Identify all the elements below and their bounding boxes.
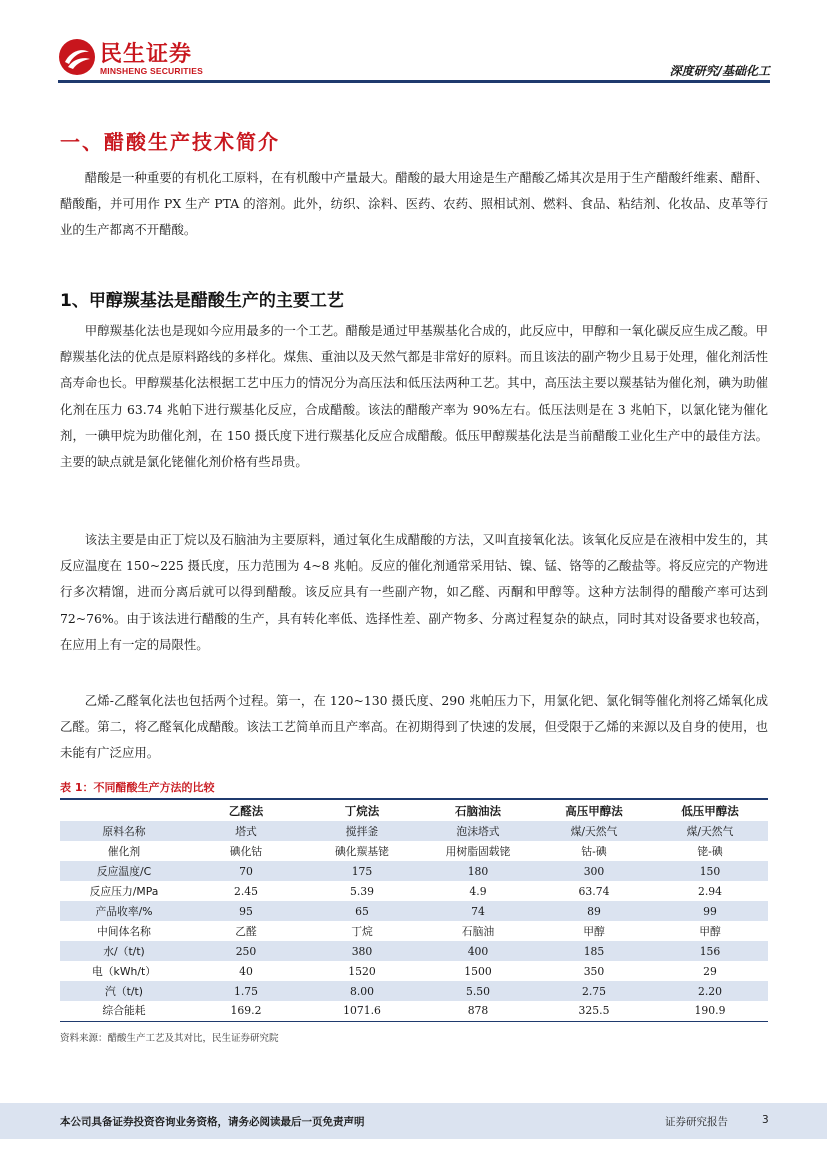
table-cell: 石脑油 — [461, 924, 495, 938]
table-cell: 380 — [304, 941, 420, 961]
paragraph-methanol-carbonylation: 甲醇羰基化法也是现如今应用最多的一个工艺。醋酸是通过甲基羰基化合成的，此反应中，甲醇和一氧化碳反应生成乙酸。甲醇羰基化法的优点是原料路线的多样化。煤焦、重油以及天然气都是非常好的原料。而且该法的副产物少且易于处理，催化剂活性高寿命也长。甲醇羰基化法根据工艺中压力的情况分为高压法和低压法两种工艺。其中，高压法主要以羰基钴为催化剂，碘为助催化剂在压力 63.74 兆帕下进行羰基化反应，合成醋酸。该法的醋酸产率为 90%左右。低压法则是在 3 兆帕下，以氯化铑为催化剂，一碘甲烷为助催化剂，在 150 摄氏度下进行羰基化反应合成醋酸。低压甲醇羰基化法是当前醋酸工业化生产中的最佳方法。主要的缺点就是氯化铑催化剂价格有些昂贵。 — [60, 323, 768, 470]
table-cell: 甲醇 — [699, 924, 721, 938]
table-header-cell: 丁烷法 — [304, 799, 420, 821]
report-category: 深度研究/基础化工 — [669, 64, 770, 78]
table-row — [60, 941, 768, 961]
table-row-label: 反应温度/C — [60, 861, 188, 881]
table-cell: 1520 — [348, 964, 376, 978]
table-cell: 350 — [583, 964, 605, 978]
table-row-label: 催化剂 — [107, 844, 141, 858]
table-row — [60, 981, 768, 1001]
logo-text-en: MINSHENG SECURITIES — [100, 66, 203, 76]
table-cell: 泡沫塔式 — [420, 821, 536, 841]
table-cell: 8.00 — [304, 981, 420, 1001]
table-cell: 185 — [536, 941, 652, 961]
table-cell: 5.39 — [349, 884, 375, 898]
table-cell: 95 — [188, 901, 304, 921]
table-row-label: 电（kWh/t） — [91, 964, 157, 978]
table-row — [60, 841, 768, 861]
table-cell: 190.9 — [694, 1004, 726, 1018]
table-row-label: 产品收率/% — [60, 901, 188, 921]
table-cell: 29 — [703, 964, 717, 978]
table-cell: 5.50 — [420, 981, 536, 1001]
table-cell: 878 — [467, 1004, 489, 1018]
header-divider — [58, 80, 770, 83]
table-caption: 表 1：不同醋酸生产方法的比较 — [60, 781, 215, 794]
table-cell: 175 — [304, 861, 420, 881]
table-cell: 2.45 — [233, 884, 259, 898]
minsheng-logo — [58, 36, 218, 80]
table-cell: 1.75 — [188, 981, 304, 1001]
table-row — [60, 961, 768, 981]
table-row — [60, 821, 768, 841]
table-cell: 300 — [536, 861, 652, 881]
table-row-label: 中间体名称 — [97, 924, 151, 938]
intro-paragraph: 醋酸是一种重要的有机化工原料，在有机酸中产量最大。醋酸的最大用途是生产醋酸乙烯其次是用于生产醋酸纤维素、醋酐、醋酸酯，并可用作 PX 生产 PTA 的溶剂。此外，纺织、涂料、医药、农药、照相试剂、燃料、食品、粘结剂、化妆品、皮革等行业的生产都离不开醋酸。 — [60, 170, 768, 238]
table-cell: 2.75 — [536, 981, 652, 1001]
table-cell: 74 — [420, 901, 536, 921]
table-cell: 89 — [536, 901, 652, 921]
table-cell: 乙醛 — [235, 924, 257, 938]
table-cell: 63.74 — [578, 884, 610, 898]
table-row — [60, 881, 768, 901]
comparison-table — [60, 798, 768, 1022]
page-footer — [0, 1103, 827, 1139]
table-cell: 99 — [652, 901, 768, 921]
paragraph-butane-oxidation: 该法主要是由正丁烷以及石脑油为主要原料，通过氧化生成醋酸的方法，又叫直接氧化法。该氧化反应是在液相中发生的，其反应温度在 150~225 摄氏度，压力范围为 4~8 兆帕。反应的催化剂通常采用钴、镍、锰、铬等的乙酸盐等。将反应完的产物进行多次精馏，进而分离后就可以得到醋酸。该反应具有一些副产物，如乙醛、丙酮和甲醇等。这种方法制得的醋酸产率可达到 72~76%。由于该法进行醋酸的生产，具有转化率低、选择性差、副产物多、分离过程复杂的缺点，同时其对设备要求也较高，在应用上有一定的局限性。 — [60, 532, 768, 652]
table-cell: 搅拌釜 — [304, 821, 420, 841]
table-cell: 156 — [652, 941, 768, 961]
table-row-label: 水/（t/t) — [60, 941, 188, 961]
subsection-title: 1、甲醇羰基法是醋酸生产的主要工艺 — [60, 291, 344, 311]
table-cell: 70 — [188, 861, 304, 881]
table-cell: 150 — [652, 861, 768, 881]
table-row — [60, 1001, 768, 1021]
table-cell: 180 — [420, 861, 536, 881]
table-row — [60, 921, 768, 941]
table-cell: 2.20 — [652, 981, 768, 1001]
table-header-cell — [60, 799, 188, 821]
table-cell: 169.2 — [230, 1004, 262, 1018]
table-cell: 碘化钴 — [229, 844, 263, 858]
table-cell: 325.5 — [578, 1004, 610, 1018]
table-cell: 400 — [420, 941, 536, 961]
table-cell: 甲醇 — [583, 924, 605, 938]
table-header-cell: 高压甲醇法 — [536, 799, 652, 821]
table-header-cell: 低压甲醇法 — [652, 799, 768, 821]
table-cell: 丁烷 — [351, 924, 373, 938]
table-cell: 铑-碘 — [697, 844, 723, 858]
table-cell: 250 — [188, 941, 304, 961]
paragraph-ethylene-acetaldehyde: 乙烯-乙醛氧化法也包括两个过程。第一，在 120~130 摄氏度、290 兆帕压力下，用氯化钯、氯化铜等催化剂将乙烯氧化成乙醛。第二，将乙醛氧化成醋酸。该法工艺简单而且产率高。在初期得到了快速的发展，但受限于乙烯的来源以及自身的使用，也未能有广泛应用。 — [60, 693, 768, 761]
minsheng-logo-icon — [58, 38, 96, 76]
table-row-label: 汽（t/t) — [60, 981, 188, 1001]
table-cell: 钴-碘 — [581, 844, 607, 858]
logo-text-cn: 民生证券 — [100, 42, 193, 67]
table-cell: 碘化羰基铑 — [335, 844, 389, 858]
table-row — [60, 901, 768, 921]
table-cell: 煤/天然气 — [652, 821, 768, 841]
table-row-label: 综合能耗 — [102, 1004, 146, 1018]
table-header-cell: 石脑油法 — [420, 799, 536, 821]
table-cell: 2.94 — [697, 884, 723, 898]
table-header-row — [60, 799, 768, 821]
footer-disclaimer: 本公司具备证券投资咨询业务资格，请务必阅读最后一页免责声明 — [60, 1116, 365, 1128]
table-header-cell: 乙醛法 — [188, 799, 304, 821]
table-cell: 40 — [239, 964, 253, 978]
footer-report-type: 证券研究报告 — [665, 1116, 728, 1128]
table-cell: 1071.6 — [343, 1004, 381, 1018]
table-cell: 65 — [304, 901, 420, 921]
table-row-label: 原料名称 — [60, 821, 188, 841]
table-cell: 用树脂固载铑 — [445, 844, 511, 858]
table-cell: 1500 — [464, 964, 492, 978]
table-source-note: 资料来源：醋酸生产工艺及其对比，民生证券研究院 — [60, 1033, 279, 1044]
table-row — [60, 861, 768, 881]
page-header — [58, 36, 770, 82]
page-number: 3 — [762, 1114, 769, 1126]
table-cell: 4.9 — [469, 884, 487, 898]
table-cell: 塔式 — [188, 821, 304, 841]
table-cell: 煤/天然气 — [536, 821, 652, 841]
section-title: 一、醋酸生产技术简介 — [60, 130, 280, 154]
table-row-label: 反应压力/MPa — [89, 884, 159, 898]
